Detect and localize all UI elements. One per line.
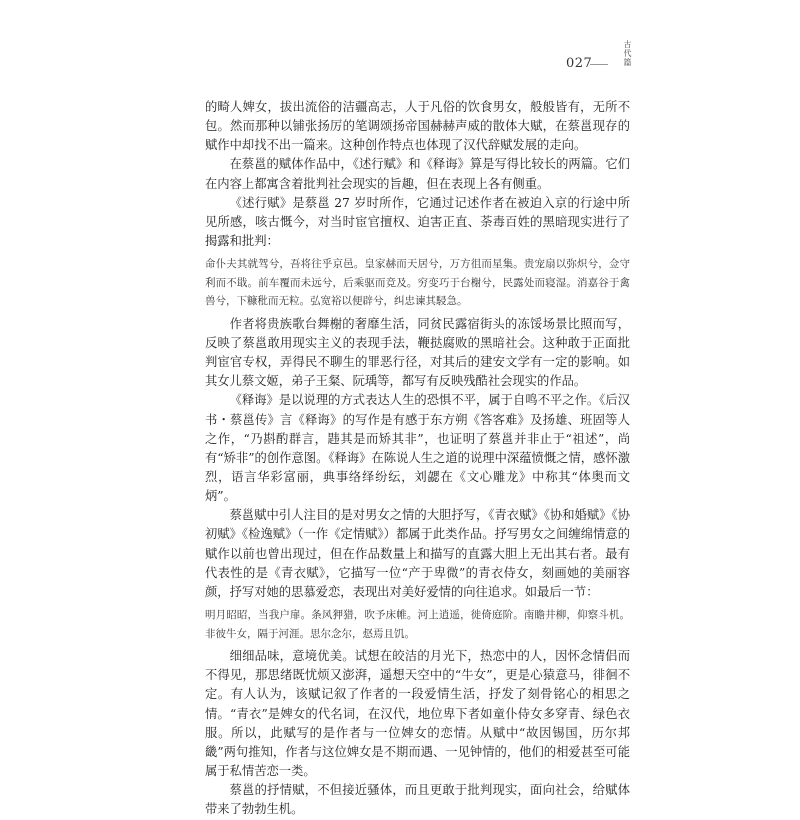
- paragraph: 《述行赋》是蔡邕 27 岁时所作，它通过记述作者在被迫入京的行途中所见所感，咳古慨今，对当时宦官擅权、迫害正直、荼毒百姓的黑暗现实进行了揭露和批判：: [205, 195, 630, 249]
- quotation: 明月昭昭，当我户扉。条风狎猎，吹予床帷。河上逍遥，徙倚庭阶。南瞻井柳，仰察斗机。非彼牛女，隔于河涯。思尔念尔，惄焉且饥。: [205, 609, 630, 640]
- section-title: 古代篇: [623, 40, 632, 67]
- paragraph: 细细品味，意境优美。试想在皎洁的月光下，热恋中的人，因怀念情侣而不得见，那思绪既忧烦又澎湃，遥想天空中的“牛女”，更是心猿意马，徘徊不定。有人认为，该赋记叙了作者的一段爱情生活，抒发了刻骨铭心的相思之情。“青衣”是婢女的代名词，在汉代，地位卑下者如童仆侍女多穿青、绿色衣服。所以，此赋写的是作者与一位婢女的恋情。从赋中“故因锡国，历尔邦畿”两句推知，作者与这位婢女是不期而遇、一见钟情的，他们的相爱甚至可能属于私情苦恋一类。: [205, 649, 630, 779]
- header-rule: [590, 64, 608, 65]
- page-body: [205, 98, 630, 820]
- paragraph: 作者将贵族歌台舞榭的奢靡生活，同贫民露宿街头的冻馁场景比照而写，反映了蔡邕敢用现实主义的表现手法，鞭挞腐败的黑暗社会。这种敢于正面批判宦官专权，弄得民不聊生的罪恶行径，对其后的建安文学有一定的影响。如其女儿蔡文姬，弟子王粲、阮瑀等，都写有反映残酷社会现实的作品。: [205, 316, 630, 389]
- paragraph: 《释诲》是以说理的方式表达人生的恐惧不平，属于自鸣不平之作。《后汉书・蔡邕传》言《释诲》的写作是有感于东方朔《答客难》及扬雄、班固等人之作，“乃斟酌群言，韪其是而矫其非”，也证明了蔡邕并非止于“祖述”，尚有“矫非”的创作意图。《释诲》在陈说人生之道的说理中深蕴愤慨之情，感怀激烈，语言华彩富丽，典事络绎纷纭，刘勰在《文心雕龙》中称其“体奥而文炳”。: [205, 393, 630, 504]
- paragraph: 蔡邕的抒情赋，不但接近骚体，而且更敢于批判现实，面向社会，给赋体带来了勃勃生机。: [205, 783, 630, 817]
- paragraph: 的畸人婢女，拔出流俗的洁疆高志，人于凡俗的饮食男女，般般皆有，无所不包。然而那种以铺张扬厉的笔调颂扬帝国赫赫声威的散体大赋，在蔡邕现存的赋作中却找不出一篇来。这种创作特点也体现了汉代辞赋发展的走向。: [205, 100, 630, 153]
- paragraph: 蔡邕赋中引人注目的是对男女之情的大胆抒写，《青衣赋》《协和婚赋》《协初赋》《检逸赋》（一作《定情赋》）都属于此类作品。抒写男女之间缠绵情意的赋作以前也曾出现过，但在作品数量上和描写的直露大胆上无出其右者。最有代表性的是《青衣赋》，它描写一位“产于卑微”的青衣侍女，刻画她的美丽容颜，抒写对她的思慕爱恋，表现出对美好爱情的向往追求。如最后一节：: [205, 508, 630, 599]
- page-number: 027: [566, 56, 593, 71]
- quotation: 命仆夫其就驾兮，吾将往乎京邑。皇家赫而天居兮，万方徂而星集。贵宠扇以弥炽兮，佥守利而不戢。前车覆而未远兮，后乘驱而竞及。穷变巧于台榭兮，民露处而寝湿。消嘉谷于禽兽兮，下糠秕而无粒。弘宽裕以便辟兮，纠忠谏其駸急。: [205, 258, 630, 308]
- paragraph: 在蔡邕的赋体作品中，《述行赋》和《释诲》算是写得比较长的两篇。它们在内容上都寓含着批判社会现实的旨趣，但在表现上各有侧重。: [205, 157, 630, 191]
- page-header: [0, 0, 800, 100]
